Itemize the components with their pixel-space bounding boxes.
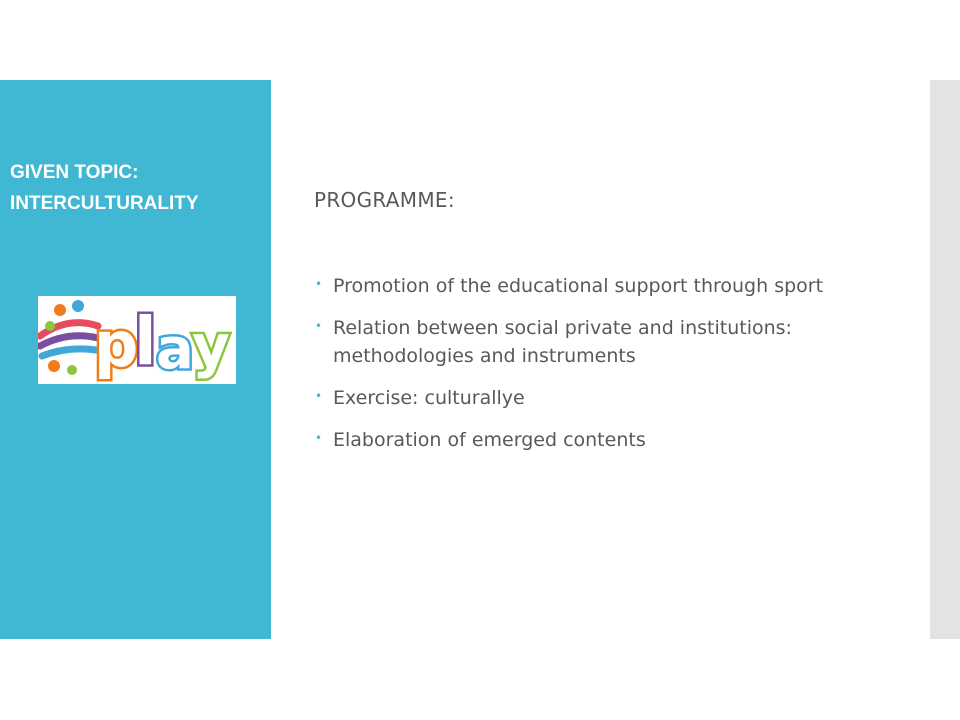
list-item-text: Exercise: culturallye	[333, 387, 525, 409]
slide-title: GIVEN TOPIC: INTERCULTURALITY	[10, 162, 199, 214]
side-panel	[0, 80, 271, 639]
programme-list	[314, 272, 874, 454]
content-area	[314, 186, 874, 468]
programme-heading: PROGRAMME:	[314, 188, 455, 212]
list-item	[314, 314, 853, 370]
logo-letter-a: a	[156, 317, 194, 382]
play-logo-graphic	[38, 296, 236, 384]
list-item-text: Promotion of the educational support through sport	[333, 275, 824, 297]
logo-letter-p: p	[94, 308, 139, 381]
bullet-icon: •	[315, 277, 323, 291]
bullet-icon: •	[315, 319, 323, 333]
list-item-text: Elaboration of emerged contents	[333, 429, 646, 451]
right-decorative-strip	[930, 80, 960, 639]
list-item-text: Relation between social private and institutions: methodologies and instruments	[333, 317, 792, 367]
list-item	[314, 272, 853, 300]
logo-letter-y: y	[192, 312, 230, 380]
bullet-icon: •	[315, 431, 323, 445]
hands-graphic	[40, 300, 98, 375]
bullet-icon: •	[315, 389, 323, 403]
logo-letter-l: l	[134, 303, 157, 380]
play-logo	[38, 296, 236, 384]
list-item	[314, 426, 853, 454]
list-item	[314, 384, 853, 412]
